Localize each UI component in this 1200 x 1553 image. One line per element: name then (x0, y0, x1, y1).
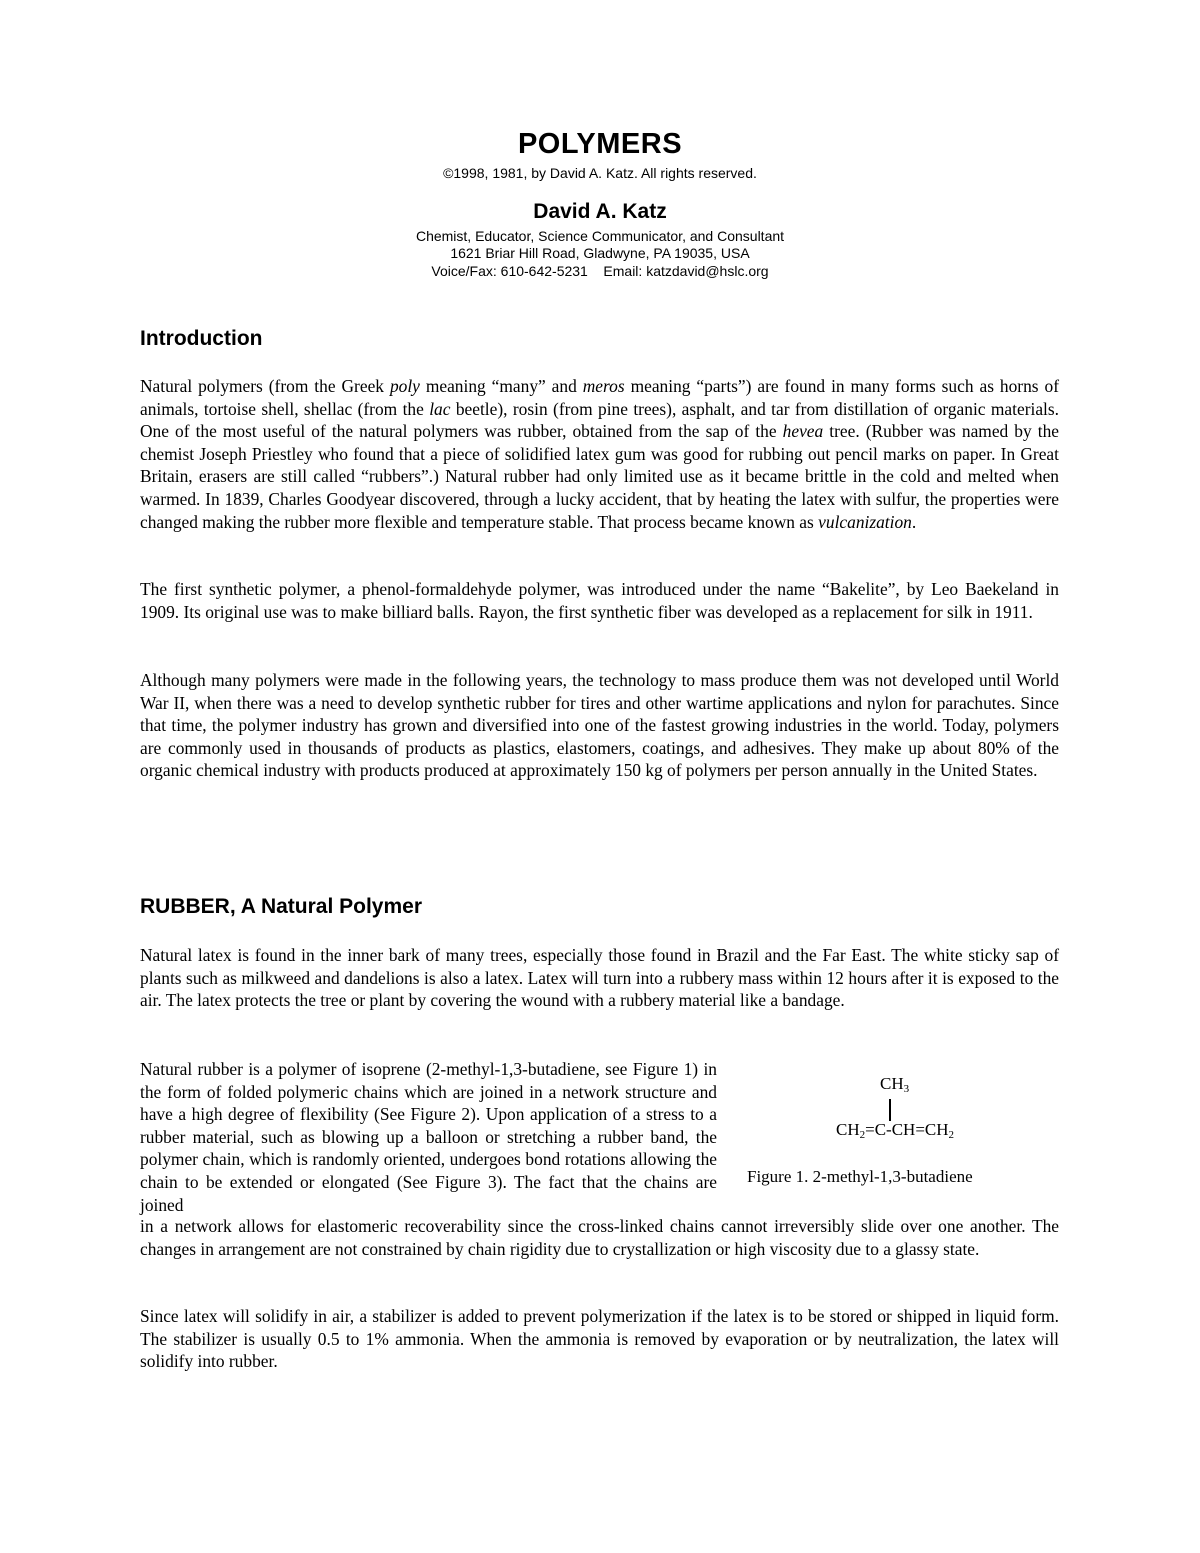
introduction-paragraph-3: Although many polymers were made in the following years, the technology to mass produce them was not developed until World War II, when there was a need to develop synthetic rubber for tires and other wartime applications and nylon for parachutes. Since that time, the polymer industry has grown and diversified into one of the fastest growing industries in the world. Today, polymers are commonly used in thousands of products as plastics, elastomers, coatings, and adhesives. They make up about 80% of the organic chemical industry with products produced at approximately 150 kg of polymers per person annually in the United States. (140, 670, 1059, 781)
figure-1-isoprene (740, 1066, 1058, 1196)
rubber-heading: RUBBER, A Natural Polymer (140, 895, 423, 918)
author-contact: Voice/Fax: 610-642-5231 Email: katzdavid@hslc.org (431, 263, 769, 279)
rubber-paragraph-2-continued: in a network allows for elastomeric recoverability since the cross-linked chains cannot irreversibly slide over one another. The changes in arrangement are not constrained by chain rigidity due to crystallization or high viscosity due to a glassy state. (140, 1216, 1059, 1259)
methyl-group: $CH_3$ (880, 1074, 910, 1095)
rubber-paragraph-2-wrapped: Natural rubber is a polymer of isoprene (2-methyl-1,3-butadiene, see Figure 1) in the form of folded polymeric chains which are joined in a network structure and have a high degree of flexibility (See Figure 2). Upon application of a stress to a rubber material, such as blowing up a balloon or stretching a rubber band, the polymer chain, which is randomly oriented, undergoes bond rotations allowing the chain to be extended or elongated (See Figure 3). The fact that the chains are joined (140, 1059, 717, 1215)
author-address: 1621 Briar Hill Road, Gladwyne, PA 19035, USA (450, 245, 750, 261)
rubber-paragraph-3: Since latex will solidify in air, a stabilizer is added to prevent polymerization if the latex is to be stored or shipped in liquid form. The stabilizer is usually 0.5 to 1% ammonia. When the ammonia is removed by evaporation or by neutralization, the latex will solidify into rubber. (140, 1306, 1059, 1372)
introduction-heading: Introduction (140, 327, 263, 350)
introduction-paragraph-2: The first synthetic polymer, a phenol-formaldehyde polymer, was introduced under the name “Bakelite”, by Leo Baekeland in 1909. Its original use was to make billiard balls. Rayon, the first synthetic fiber was developed as a replacement for silk in 1911. (140, 579, 1059, 622)
document-title: POLYMERS (517, 128, 683, 160)
butadiene-chain: $CH_2=C-CH=CH_2$ (836, 1120, 955, 1141)
methyl-bond-line (889, 1099, 891, 1121)
rubber-paragraph-1: Natural latex is found in the inner bark of many trees, especially those found in Brazil and the Far East. The white sticky sap of plants such as milkweed and dandelions is also a latex. Latex will turn into a rubbery mass within 12 hours after it is exposed to the air. The latex protects the tree or plant by covering the wound with a rubbery material like a bandage. (140, 945, 1059, 1011)
author-name: David A. Katz (533, 200, 667, 223)
figure-1-caption: Figure 1. 2-methyl-1,3-butadiene (747, 1167, 973, 1186)
author-affiliation: Chemist, Educator, Science Communicator, and Consultant (415, 228, 785, 244)
copyright-notice: ©1998, 1981, by David A. Katz. All rights reserved. (443, 165, 757, 181)
introduction-paragraph-1: Natural polymers (from the Greek poly meaning “many” and meros meaning “parts”) are found in many forms such as horns of animals, tortoise shell, shellac (from the lac beetle), rosin (from pine trees), asphalt, and tar from distillation of organic materials. One of the most useful of the natural polymers was rubber, obtained from the sap of the hevea tree. (Rubber was named by the chemist Joseph Priestley who found that a piece of solidified latex gum was good for rubbing out pencil marks on paper. In Great Britain, erasers are still called “rubbers”.) Natural rubber had only limited use as it became brittle in the cold and melted when warmed. In 1839, Charles Goodyear discovered, through a lucky accident, that by heating the latex with sulfur, the properties were changed making the rubber more flexible and temperature stable. That process became known as vulcanization. (140, 376, 1059, 532)
